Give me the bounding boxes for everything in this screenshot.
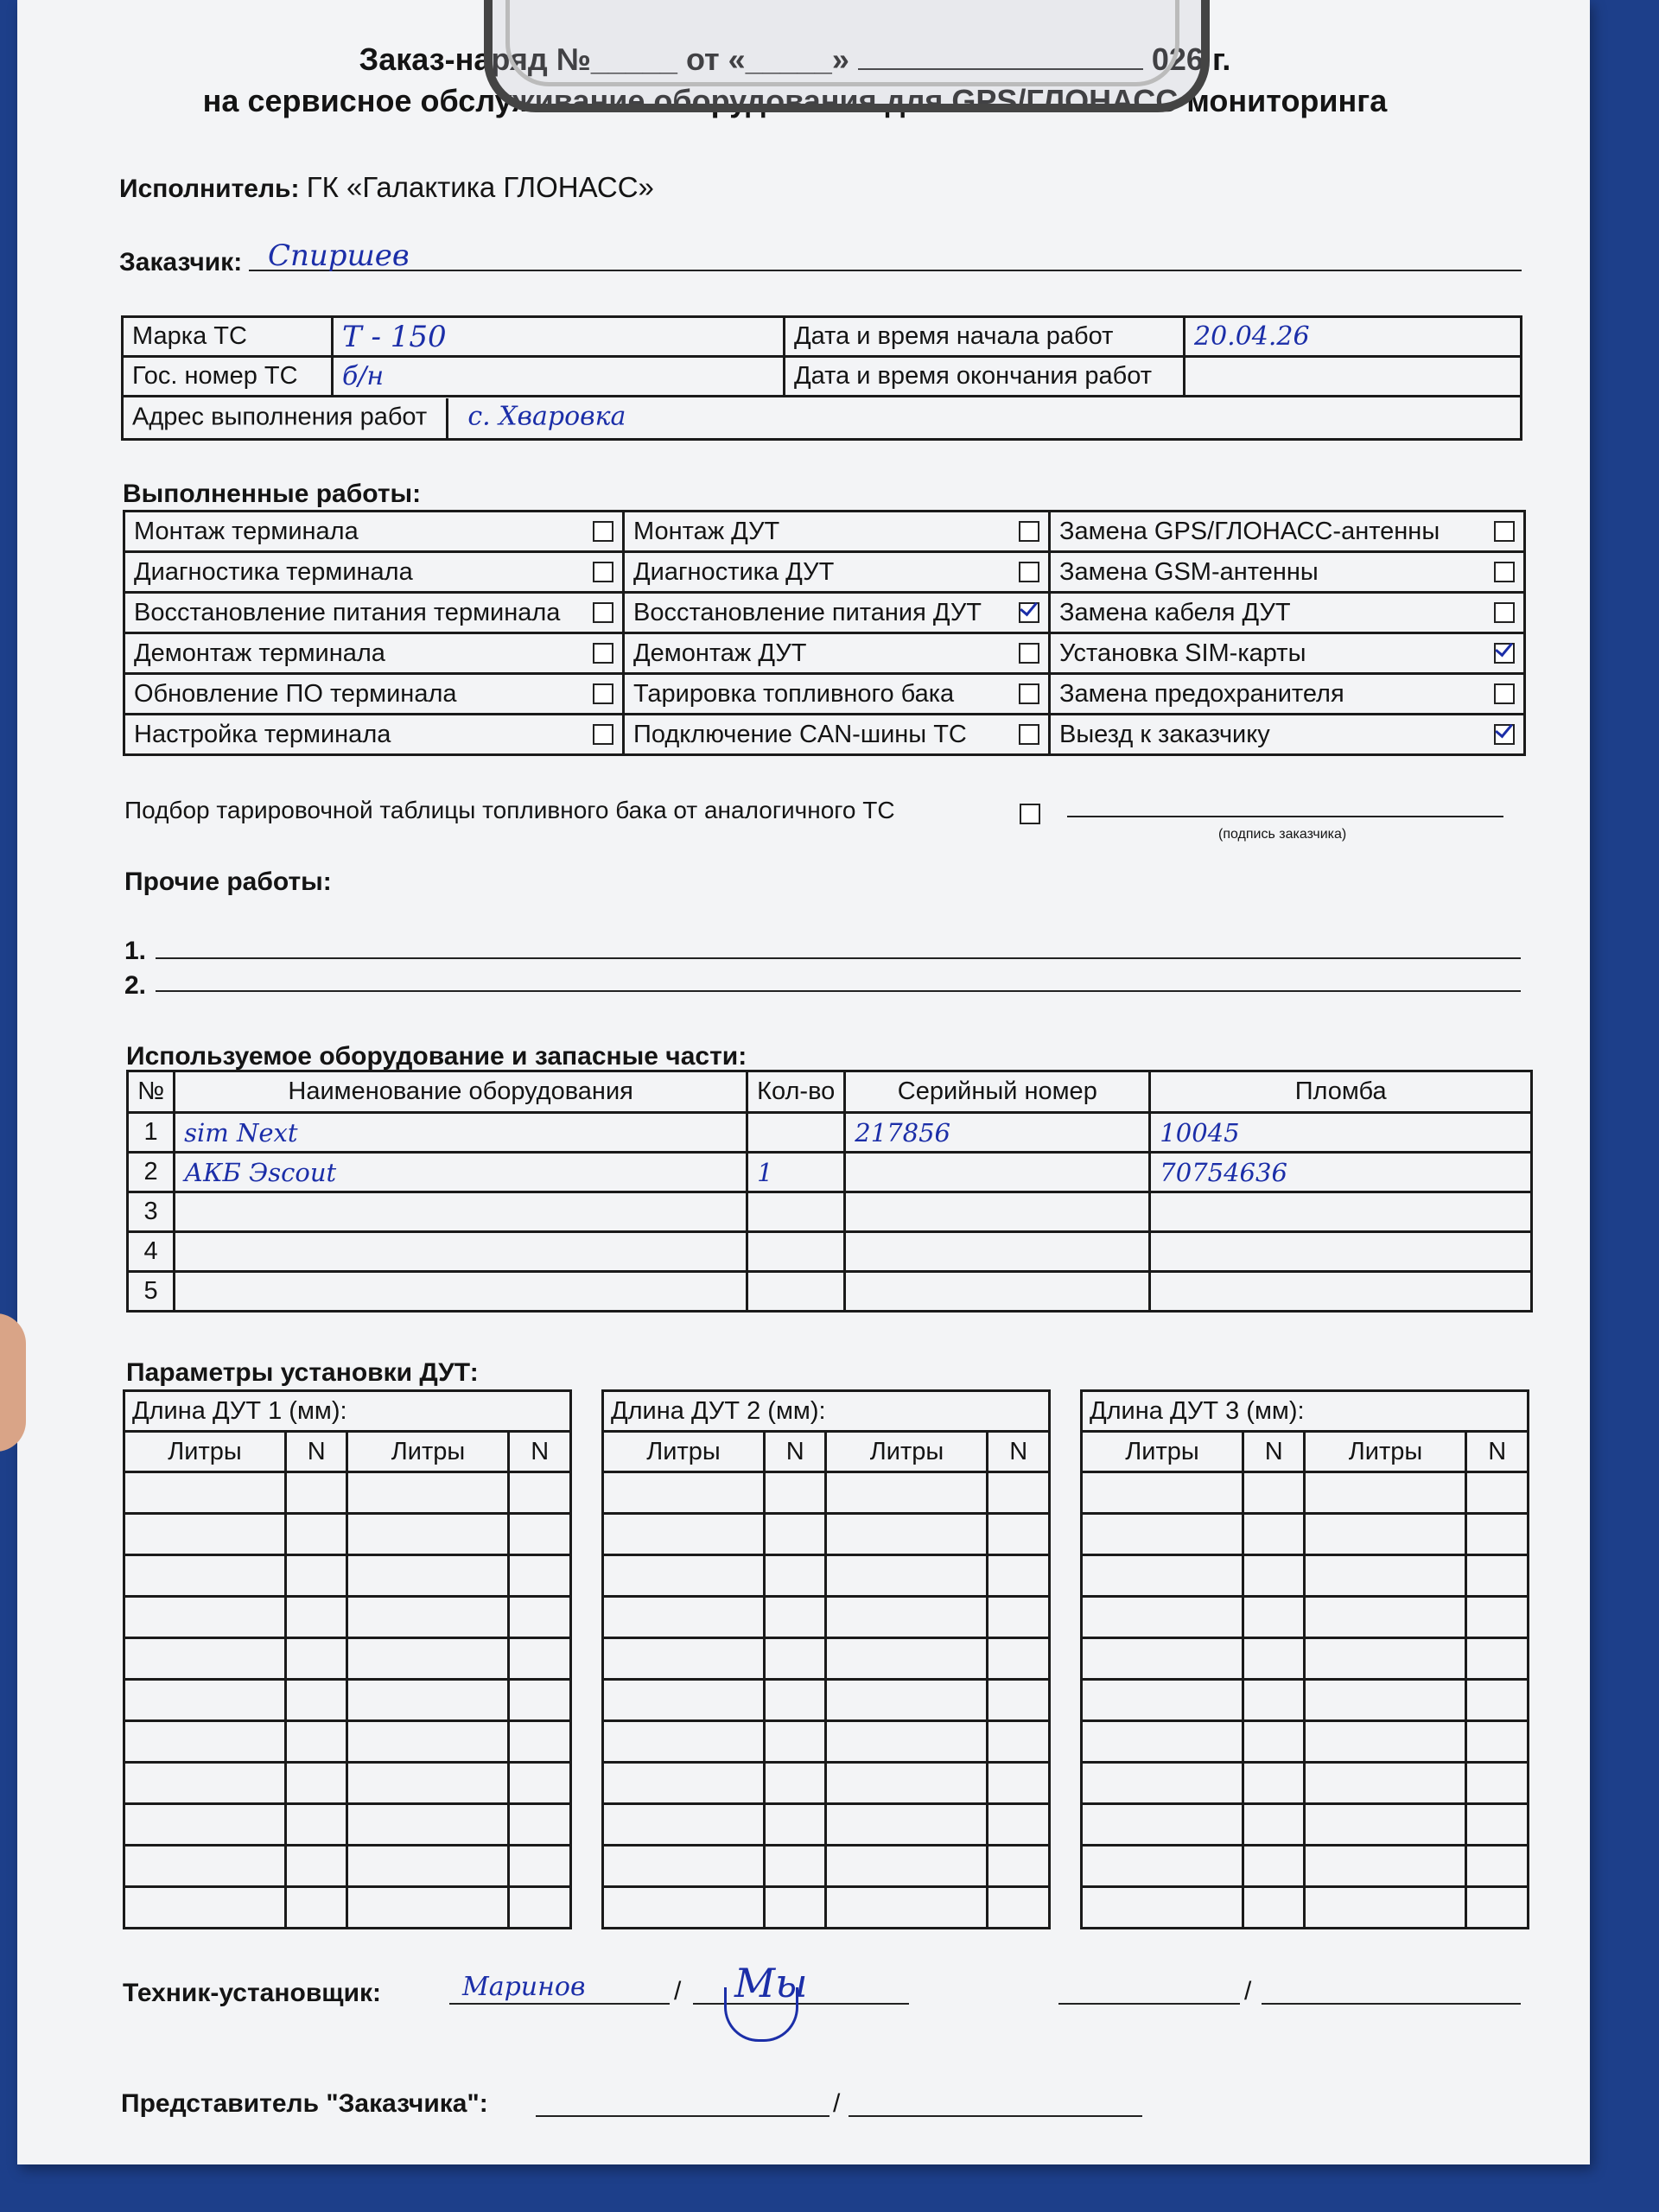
dut-col-header: N — [1466, 1432, 1529, 1472]
work-item[interactable] — [624, 715, 1050, 755]
dut-cell[interactable] — [1082, 1472, 1243, 1514]
dut-table-2 — [601, 1389, 1051, 1929]
rep-label: Представитель "Заказчика": — [121, 2089, 488, 2118]
dut-cell[interactable] — [1082, 1721, 1243, 1763]
dut-cell[interactable] — [1305, 1763, 1466, 1804]
dut-table-title: Длина ДУТ 2 (мм): — [603, 1391, 1050, 1432]
dut-cell[interactable] — [1305, 1555, 1466, 1597]
dut-cell[interactable] — [826, 1597, 988, 1638]
eq-cell-serial[interactable] — [845, 1153, 1150, 1192]
dut-cell[interactable] — [1243, 1514, 1305, 1555]
equipment-table — [126, 1070, 1533, 1313]
plate-value-cell[interactable] — [333, 357, 785, 397]
work-item-label: Восстановление питания терминала — [134, 598, 561, 626]
eq-cell-seal[interactable]: 70754636 — [1150, 1153, 1532, 1192]
dut-cell[interactable] — [124, 1804, 286, 1846]
dut-cell[interactable] — [347, 1721, 509, 1763]
dut-cell[interactable] — [286, 1721, 347, 1763]
dut-col-header: N — [765, 1432, 826, 1472]
dut-cell[interactable] — [509, 1597, 571, 1638]
work-item[interactable] — [624, 674, 1050, 715]
other-item-2-num: 2. — [124, 971, 147, 1000]
dut-cell[interactable] — [1305, 1597, 1466, 1638]
dut-cell[interactable] — [1243, 1804, 1305, 1846]
work-item-label: Выезд к заказчику — [1059, 720, 1270, 748]
work-item-label: Обновление ПО терминала — [134, 679, 457, 708]
dut-cell[interactable] — [509, 1555, 571, 1597]
work-item-checkbox[interactable] — [1019, 562, 1039, 582]
work-item-checkbox[interactable] — [1494, 643, 1515, 664]
dut-cell[interactable] — [603, 1680, 765, 1721]
work-item-checkbox[interactable] — [1019, 724, 1039, 745]
eq-cell-name[interactable]: АКБ Эscout — [175, 1153, 747, 1192]
work-item-label: Монтаж терминала — [134, 517, 359, 545]
dut-cell[interactable] — [286, 1887, 347, 1929]
other-item-1-num: 1. — [124, 937, 147, 965]
eq-cell-n: 3 — [128, 1192, 175, 1232]
dut-cell[interactable] — [1305, 1514, 1466, 1555]
customer-label: Заказчик: — [119, 248, 243, 276]
work-item-checkbox[interactable] — [1019, 521, 1039, 542]
dut-cell[interactable] — [1305, 1680, 1466, 1721]
start-value: 20.04.26 — [1194, 321, 1310, 352]
dut-cell[interactable] — [124, 1555, 286, 1597]
work-item[interactable] — [1050, 512, 1525, 552]
dut-cell[interactable] — [509, 1846, 571, 1887]
eq-cell-seal[interactable]: 10045 — [1150, 1113, 1532, 1153]
brand-value-cell[interactable] — [333, 317, 785, 357]
work-item-checkbox[interactable] — [1019, 643, 1039, 664]
dut-cell[interactable] — [988, 1680, 1050, 1721]
equipment-title: Используемое оборудование и запасные части: — [126, 1042, 747, 1071]
dut-cell[interactable] — [286, 1597, 347, 1638]
eq-cell-n: 4 — [128, 1232, 175, 1272]
dut-cell[interactable] — [603, 1472, 765, 1514]
dut-cell[interactable] — [603, 1804, 765, 1846]
dut-cell[interactable] — [765, 1514, 826, 1555]
dut-cell[interactable] — [1466, 1887, 1529, 1929]
dut-cell[interactable] — [1243, 1763, 1305, 1804]
dut-cell[interactable] — [347, 1846, 509, 1887]
dut-cell[interactable] — [509, 1680, 571, 1721]
title-line-1: Заказ-наряд №_____ от «_____» 026 г. — [359, 41, 1231, 77]
dut-cell[interactable] — [988, 1804, 1050, 1846]
tech-slash: / — [674, 1977, 682, 2005]
work-item[interactable] — [124, 593, 624, 633]
dut-cell[interactable] — [765, 1555, 826, 1597]
work-item-checkbox[interactable] — [1494, 683, 1515, 704]
eq-cell-serial[interactable] — [845, 1192, 1150, 1232]
work-item-label: Демонтаж ДУТ — [633, 639, 807, 667]
dut-col-header: N — [1243, 1432, 1305, 1472]
work-item[interactable] — [624, 633, 1050, 674]
dut-cell[interactable] — [124, 1472, 286, 1514]
work-item-label: Замена GSM-антенны — [1059, 557, 1319, 586]
dut-cell[interactable] — [347, 1680, 509, 1721]
tech-signature: Маринов — [462, 1972, 586, 2002]
rep-sign-line[interactable] — [849, 2115, 1142, 2117]
finger — [0, 1313, 26, 1452]
dut-cell[interactable] — [509, 1804, 571, 1846]
work-item-checkbox[interactable] — [593, 643, 613, 664]
dut-cell[interactable] — [286, 1763, 347, 1804]
dut-cell[interactable] — [286, 1555, 347, 1597]
table-row — [128, 1232, 1532, 1272]
work-item-checkbox[interactable] — [1494, 724, 1515, 745]
dut-cell[interactable] — [765, 1804, 826, 1846]
work-item[interactable] — [124, 674, 624, 715]
customer-signature-line[interactable] — [1067, 816, 1503, 817]
dut-col-header: Литры — [603, 1432, 765, 1472]
dut-cell[interactable] — [286, 1846, 347, 1887]
tech-slash-2: / — [1244, 1977, 1252, 2005]
customer-value[interactable]: Спиршев — [268, 238, 410, 273]
dut-col-header: Литры — [1305, 1432, 1466, 1472]
work-item-label: Подключение CAN-шины ТС — [633, 720, 967, 748]
dut-cell[interactable] — [1243, 1846, 1305, 1887]
works-table — [123, 510, 1526, 756]
dut-cell[interactable] — [1082, 1555, 1243, 1597]
vehicle-table — [121, 315, 1522, 441]
other-item-2-line[interactable] — [156, 990, 1521, 992]
dut-cell[interactable] — [765, 1763, 826, 1804]
dut-cell[interactable] — [347, 1638, 509, 1680]
dut-cell[interactable] — [1243, 1638, 1305, 1680]
eq-header-seal: Пломба — [1150, 1071, 1532, 1113]
dut-cell[interactable] — [826, 1804, 988, 1846]
dut-cell[interactable] — [826, 1638, 988, 1680]
dut-cell[interactable] — [603, 1887, 765, 1929]
brand-label: Марка ТС — [123, 317, 333, 357]
customer-line — [249, 270, 1522, 271]
tech-label: Техник-установщик: — [123, 1979, 382, 2007]
work-item-checkbox[interactable] — [593, 562, 613, 582]
dut-cell[interactable] — [988, 1763, 1050, 1804]
eq-cell-n: 2 — [128, 1153, 175, 1192]
dut-cell[interactable] — [124, 1721, 286, 1763]
dut-cell[interactable] — [1243, 1887, 1305, 1929]
address-label: Адрес выполнения работ — [132, 403, 428, 431]
table-row — [128, 1192, 1532, 1232]
work-item[interactable] — [1050, 633, 1525, 674]
eq-cell-serial[interactable] — [845, 1272, 1150, 1312]
table-row — [128, 1272, 1532, 1312]
end-value[interactable] — [1185, 357, 1522, 397]
eq-cell-name[interactable] — [175, 1192, 747, 1232]
dut-col-header: Литры — [347, 1432, 509, 1472]
dut-cell[interactable] — [347, 1514, 509, 1555]
dut-cell[interactable] — [1082, 1804, 1243, 1846]
dut-cell[interactable] — [286, 1472, 347, 1514]
dut-cell[interactable] — [603, 1514, 765, 1555]
dut-cell[interactable] — [1466, 1680, 1529, 1721]
dut-cell[interactable] — [603, 1597, 765, 1638]
dut-cell[interactable] — [603, 1555, 765, 1597]
eq-cell-qty[interactable] — [747, 1272, 845, 1312]
end-label: Дата и время окончания работ — [785, 357, 1185, 397]
eq-cell-seal[interactable] — [1150, 1232, 1532, 1272]
dut-col-header: Литры — [124, 1432, 286, 1472]
work-item-checkbox[interactable] — [593, 521, 613, 542]
eq-cell-serial[interactable]: 217856 — [845, 1113, 1150, 1153]
rep-name-line[interactable] — [536, 2115, 830, 2117]
dut-cell[interactable] — [1082, 1763, 1243, 1804]
dut-table-3 — [1080, 1389, 1529, 1929]
work-item-checkbox[interactable] — [1494, 562, 1515, 582]
work-item[interactable] — [124, 512, 624, 552]
work-order-sheet — [17, 0, 1590, 2164]
eq-cell-seal[interactable] — [1150, 1272, 1532, 1312]
dut-cell[interactable] — [124, 1846, 286, 1887]
clipboard-clip-inner — [505, 0, 1179, 86]
work-item-label: Тарировка топливного бака — [633, 679, 955, 708]
dut-cell[interactable] — [124, 1763, 286, 1804]
dut-cell[interactable] — [765, 1887, 826, 1929]
eq-header-num: № — [128, 1071, 175, 1113]
work-item-label: Монтаж ДУТ — [633, 517, 780, 545]
dut-cell[interactable] — [765, 1472, 826, 1514]
dut-col-header: N — [988, 1432, 1050, 1472]
dut-cell[interactable] — [1466, 1472, 1529, 1514]
dut-cell[interactable] — [1243, 1721, 1305, 1763]
eq-cell-qty[interactable] — [747, 1113, 845, 1153]
dut-cell[interactable] — [1082, 1680, 1243, 1721]
brand-value: Т - 150 — [342, 319, 447, 354]
other-works-title: Прочие работы: — [124, 868, 332, 896]
dut-cell[interactable] — [765, 1846, 826, 1887]
dut-cell[interactable] — [1305, 1846, 1466, 1887]
tech-sign-mark: Мы — [734, 1960, 808, 2006]
signature-flourish — [724, 1987, 798, 2042]
dut-cell[interactable] — [765, 1680, 826, 1721]
tech-name-line[interactable] — [449, 2003, 670, 2005]
eq-cell-qty[interactable] — [747, 1232, 845, 1272]
work-item-checkbox[interactable] — [593, 602, 613, 623]
dut-cell[interactable] — [765, 1597, 826, 1638]
dut-cell[interactable] — [286, 1638, 347, 1680]
dut-cell[interactable] — [509, 1763, 571, 1804]
work-item-label: Замена кабеля ДУТ — [1059, 598, 1291, 626]
dut-cell[interactable] — [765, 1638, 826, 1680]
work-item-label: Установка SIM-карты — [1059, 639, 1306, 667]
tech-extra-line-2[interactable] — [1262, 2003, 1521, 2005]
work-item-checkbox[interactable] — [593, 683, 613, 704]
dut-table-title: Длина ДУТ 1 (мм): — [124, 1391, 571, 1432]
dut-cell[interactable] — [826, 1514, 988, 1555]
dut-cell[interactable] — [988, 1472, 1050, 1514]
dut-cell[interactable] — [509, 1514, 571, 1555]
executor-row: Исполнитель: ГК «Галактика ГЛОНАСС» — [119, 171, 654, 203]
dut-col-header: Литры — [1082, 1432, 1243, 1472]
dut-title: Параметры установки ДУТ: — [126, 1358, 479, 1387]
dut-cell[interactable] — [1305, 1721, 1466, 1763]
dut-cell[interactable] — [347, 1472, 509, 1514]
dut-cell[interactable] — [286, 1680, 347, 1721]
other-item-1-line[interactable] — [156, 957, 1521, 959]
dut-table-title: Длина ДУТ 3 (мм): — [1082, 1391, 1529, 1432]
work-item-label: Восстановление питания ДУТ — [633, 598, 982, 626]
dut-cell[interactable] — [603, 1763, 765, 1804]
dut-cell[interactable] — [1466, 1804, 1529, 1846]
dut-cell[interactable] — [765, 1721, 826, 1763]
work-item[interactable] — [624, 552, 1050, 593]
calibration-label: Подбор тарировочной таблицы топливного бака от аналогичного ТС — [124, 797, 895, 823]
dut-cell[interactable] — [347, 1555, 509, 1597]
dut-cell[interactable] — [1466, 1597, 1529, 1638]
work-item[interactable] — [1050, 674, 1525, 715]
work-item[interactable] — [124, 633, 624, 674]
work-item-label: Настройка терминала — [134, 720, 391, 748]
dut-cell[interactable] — [988, 1555, 1050, 1597]
eq-header-serial: Серийный номер — [845, 1071, 1150, 1113]
dut-cell[interactable] — [286, 1804, 347, 1846]
dut-table-1 — [123, 1389, 572, 1929]
table-row — [128, 1153, 1532, 1192]
dut-cell[interactable] — [509, 1472, 571, 1514]
dut-cell[interactable] — [988, 1846, 1050, 1887]
dut-cell[interactable] — [988, 1638, 1050, 1680]
dut-cell[interactable] — [826, 1680, 988, 1721]
dut-cell[interactable] — [826, 1887, 988, 1929]
title-line-2: на сервисное обслуживание оборудования для GPS/ГЛОНАСС мониторинга — [202, 83, 1388, 118]
dut-cell[interactable] — [1466, 1846, 1529, 1887]
eq-header-name: Наименование оборудования — [175, 1071, 747, 1113]
dut-cell[interactable] — [603, 1846, 765, 1887]
dut-cell[interactable] — [1082, 1846, 1243, 1887]
dut-cell[interactable] — [124, 1638, 286, 1680]
eq-cell-name[interactable]: sim Next — [175, 1113, 747, 1153]
dut-cell[interactable] — [1466, 1514, 1529, 1555]
dut-cell[interactable] — [509, 1721, 571, 1763]
dut-cell[interactable] — [1305, 1472, 1466, 1514]
work-item[interactable] — [124, 552, 624, 593]
dut-cell[interactable] — [509, 1887, 571, 1929]
dut-col-header: Литры — [826, 1432, 988, 1472]
dut-cell[interactable] — [603, 1721, 765, 1763]
tech-extra-line-1[interactable] — [1058, 2003, 1240, 2005]
dut-cell[interactable] — [347, 1763, 509, 1804]
dut-cell[interactable] — [347, 1804, 509, 1846]
dut-cell[interactable] — [1305, 1638, 1466, 1680]
dut-cell[interactable] — [124, 1597, 286, 1638]
dut-cell[interactable] — [826, 1555, 988, 1597]
work-item-label: Диагностика ДУТ — [633, 557, 835, 586]
dut-cell[interactable] — [1466, 1638, 1529, 1680]
dut-col-header: N — [286, 1432, 347, 1472]
works-title: Выполненные работы: — [123, 480, 422, 508]
dut-cell[interactable] — [1082, 1514, 1243, 1555]
work-item[interactable] — [624, 512, 1050, 552]
work-item[interactable] — [1050, 715, 1525, 755]
work-item-checkbox[interactable] — [1019, 683, 1039, 704]
eq-cell-n: 5 — [128, 1272, 175, 1312]
eq-header-qty: Кол-во — [747, 1071, 845, 1113]
dut-cell[interactable] — [826, 1472, 988, 1514]
eq-cell-serial[interactable] — [845, 1232, 1150, 1272]
dut-cell[interactable] — [286, 1514, 347, 1555]
dut-cell[interactable] — [988, 1597, 1050, 1638]
eq-cell-n: 1 — [128, 1113, 175, 1153]
work-item-label: Диагностика терминала — [134, 557, 413, 586]
start-value-cell[interactable] — [1185, 317, 1522, 357]
work-item[interactable] — [124, 715, 624, 755]
signature-caption: (подпись заказчика) — [1218, 827, 1347, 842]
dut-cell[interactable] — [1466, 1555, 1529, 1597]
dut-cell[interactable] — [603, 1638, 765, 1680]
dut-cell[interactable] — [1466, 1721, 1529, 1763]
eq-cell-name[interactable] — [175, 1272, 747, 1312]
dut-cell[interactable] — [1082, 1887, 1243, 1929]
dut-cell[interactable] — [347, 1597, 509, 1638]
work-item-label: Замена предохранителя — [1059, 679, 1344, 708]
work-item[interactable] — [624, 593, 1050, 633]
eq-cell-qty[interactable]: 1 — [747, 1153, 845, 1192]
dut-cell[interactable] — [124, 1680, 286, 1721]
work-item-checkbox[interactable] — [1494, 521, 1515, 542]
dut-col-header: N — [509, 1432, 571, 1472]
dut-cell[interactable] — [347, 1887, 509, 1929]
address-row[interactable] — [123, 397, 1522, 440]
rep-slash: / — [833, 2089, 841, 2118]
eq-cell-qty[interactable] — [747, 1192, 845, 1232]
address-value: с. Хваровка — [467, 401, 626, 432]
dut-cell[interactable] — [1082, 1597, 1243, 1638]
plate-value: б/н — [342, 361, 385, 391]
dut-cell[interactable] — [124, 1514, 286, 1555]
eq-cell-name[interactable] — [175, 1232, 747, 1272]
dut-cell[interactable] — [1305, 1887, 1466, 1929]
dut-cell[interactable] — [988, 1887, 1050, 1929]
work-item-label: Замена GPS/ГЛОНАСС-антенны — [1059, 517, 1440, 545]
dut-cell[interactable] — [1466, 1763, 1529, 1804]
dut-cell[interactable] — [1082, 1638, 1243, 1680]
dut-cell[interactable] — [826, 1763, 988, 1804]
calibration-checkbox[interactable] — [1020, 804, 1040, 824]
dut-cell[interactable] — [1243, 1555, 1305, 1597]
dut-cell[interactable] — [509, 1638, 571, 1680]
plate-label: Гос. номер ТС — [123, 357, 333, 397]
work-item-checkbox[interactable] — [1019, 602, 1039, 623]
dut-cell[interactable] — [1305, 1804, 1466, 1846]
dut-cell[interactable] — [1243, 1472, 1305, 1514]
work-item-checkbox[interactable] — [593, 724, 613, 745]
dut-cell[interactable] — [1243, 1680, 1305, 1721]
dut-cell[interactable] — [826, 1846, 988, 1887]
dut-cell[interactable] — [124, 1887, 286, 1929]
dut-cell[interactable] — [988, 1721, 1050, 1763]
start-label: Дата и время начала работ — [785, 317, 1185, 357]
dut-cell[interactable] — [988, 1514, 1050, 1555]
work-item-label: Демонтаж терминала — [134, 639, 385, 667]
dut-cell[interactable] — [826, 1721, 988, 1763]
work-item[interactable] — [1050, 593, 1525, 633]
table-row — [128, 1113, 1532, 1153]
eq-cell-seal[interactable] — [1150, 1192, 1532, 1232]
dut-cell[interactable] — [1243, 1597, 1305, 1638]
work-item-checkbox[interactable] — [1494, 602, 1515, 623]
work-item[interactable] — [1050, 552, 1525, 593]
